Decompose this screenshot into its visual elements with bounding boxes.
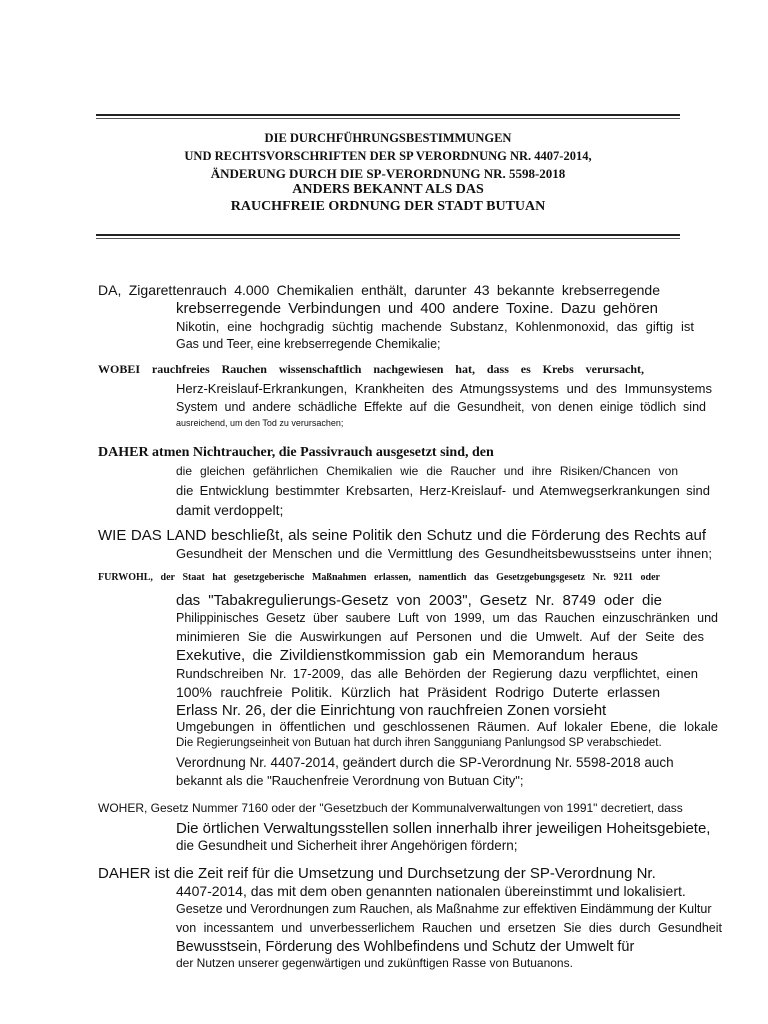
body-line: der Nutzen unserer gegenwärtigen und zukünftigen Rasse von Butuanons.: [176, 956, 573, 970]
body-line: die Entwicklung bestimmter Krebsarten, Herz-Kreislauf- und Atemwegserkrankungen sind: [176, 484, 710, 498]
body-line: ausreichend, um den Tod zu verursachen;: [176, 418, 344, 428]
body-line: damit verdoppelt;: [176, 502, 284, 518]
body-line: bekannt als die "Rauchenfreie Verordnung von Butuan City";: [176, 773, 524, 788]
body-line: WIE DAS LAND beschließt, als seine Politik den Schutz und die Förderung des Rechts auf: [98, 528, 706, 544]
body-line: DAHER ist die Zeit reif für die Umsetzung und Durchsetzung der SP-Verordnung Nr.: [98, 865, 656, 882]
body-line: Rundschreiben Nr. 17-2009, das alle Behörden der Regierung dazu verpflichtet, einen: [176, 667, 698, 681]
header-top-rule: [96, 114, 680, 116]
body-line: Gesetze und Verordnungen zum Rauchen, als Maßnahme zur effektiven Eindämmung der Kultur: [176, 902, 712, 916]
title-line-1: DIE DURCHFÜHRUNGSBESTIMMUNGEN: [264, 131, 512, 145]
body-line: FÜRWOHL, der Staat hat gesetzgeberische Maßnahmen erlassen, namentlich das Gesetzgebungsgesetz Nr. 9211 oder: [98, 573, 660, 583]
body-line: System und andere schädliche Effekte auf die Gesundheit, von denen einige tödlich sind: [176, 401, 706, 414]
body-line: Bewusstsein, Förderung des Wohlbefindens und Schutz der Umwelt für: [176, 939, 635, 955]
header-bottom-rule: [96, 234, 680, 236]
body-line: die gleichen gefährlichen Chemikalien wie die Raucher und ihre Risiken/Chancen von: [176, 465, 678, 478]
body-line: Die örtlichen Verwaltungsstellen sollen innerhalb ihrer jeweiligen Hoheitsgebiete,: [176, 820, 711, 837]
body-line: Umgebungen in öffentlichen und geschlossenen Räumen. Auf lokaler Ebene, die lokale: [176, 720, 718, 734]
body-line: Erlass Nr. 26, der die Einrichtung von rauchfreien Zonen vorsieht: [176, 702, 607, 719]
body-line: Exekutive, die Zivildienstkommission gab ein Memorandum heraus: [176, 648, 638, 664]
body-line: krebserregende Verbindungen und 400 andere Toxine. Dazu gehören: [176, 301, 658, 317]
title-line-2: UND RECHTSVORSCHRIFTEN DER SP VERORDNUNG NR. 4407-2014,: [184, 149, 592, 163]
body-line: Nikotin, eine hochgradig süchtig machende Substanz, Kohlenmonoxid, das giftig ist: [176, 320, 694, 334]
body-line: 4407-2014, das mit dem oben genannten nationalen übereinstimmt und lokalisiert.: [176, 883, 686, 899]
body-line: Die Regierungseinheit von Butuan hat durch ihren Sangguniang Panlungsod SP verabschiedet.: [176, 737, 662, 749]
title-line-3: ÄNDERUNG DURCH DIE SP-VERORDNUNG NR. 5598-2018: [210, 166, 566, 181]
title-line-5: RAUCHFREIE ORDNUNG DER STADT BUTUAN: [230, 199, 546, 214]
title-line-4: ANDERS BEKANNT ALS DAS: [292, 182, 484, 197]
body-line: DAHER atmen Nichtraucher, die Passivrauch ausgesetzt sind, den: [98, 445, 494, 460]
body-line: WOBEI rauchfreies Rauchen wissenschaftlich nachgewiesen hat, dass es Krebs verursacht,: [98, 363, 644, 376]
body-line: minimieren Sie die Auswirkungen auf Personen und die Umwelt. Auf der Seite des: [176, 630, 704, 644]
body-line: Gas und Teer, eine krebserregende Chemikalie;: [176, 337, 441, 351]
body-line: WOHER, Gesetz Nummer 7160 oder der "Gesetzbuch der Kommunalverwaltungen von 1991" decretiert, dass: [98, 801, 683, 815]
body-line: die Gesundheit und Sicherheit ihrer Angehörigen fördern;: [176, 838, 518, 853]
body-line: Gesundheit der Menschen und die Vermittlung des Gesundheitsbewusstseins unter ihnen;: [176, 547, 712, 561]
body-line: von incessantem und unverbesserlichem Rauchen und ersetzen Sie dies durch Gesundheit: [176, 922, 722, 935]
body-line: Herz-Kreislauf-Erkrankungen, Krankheiten des Atmungssystems und des Immunsystems: [176, 382, 712, 396]
body-line: Verordnung Nr. 4407-2014, geändert durch die SP-Verordnung Nr. 5598-2018 auch: [176, 755, 674, 770]
body-line: DA, Zigarettenrauch 4.000 Chemikalien enthält, darunter 43 bekannte krebserregende: [98, 283, 660, 298]
body-line: Philippinisches Gesetz über saubere Luft von 1999, um das Rauchen einzuschränken und: [176, 612, 718, 625]
body-line: 100% rauchfreie Politik. Kürzlich hat Präsident Rodrigo Duterte erlassen: [176, 685, 660, 700]
body-line: das "Tabakregulierungs-Gesetz von 2003", Gesetz Nr. 8749 oder die: [176, 593, 662, 609]
